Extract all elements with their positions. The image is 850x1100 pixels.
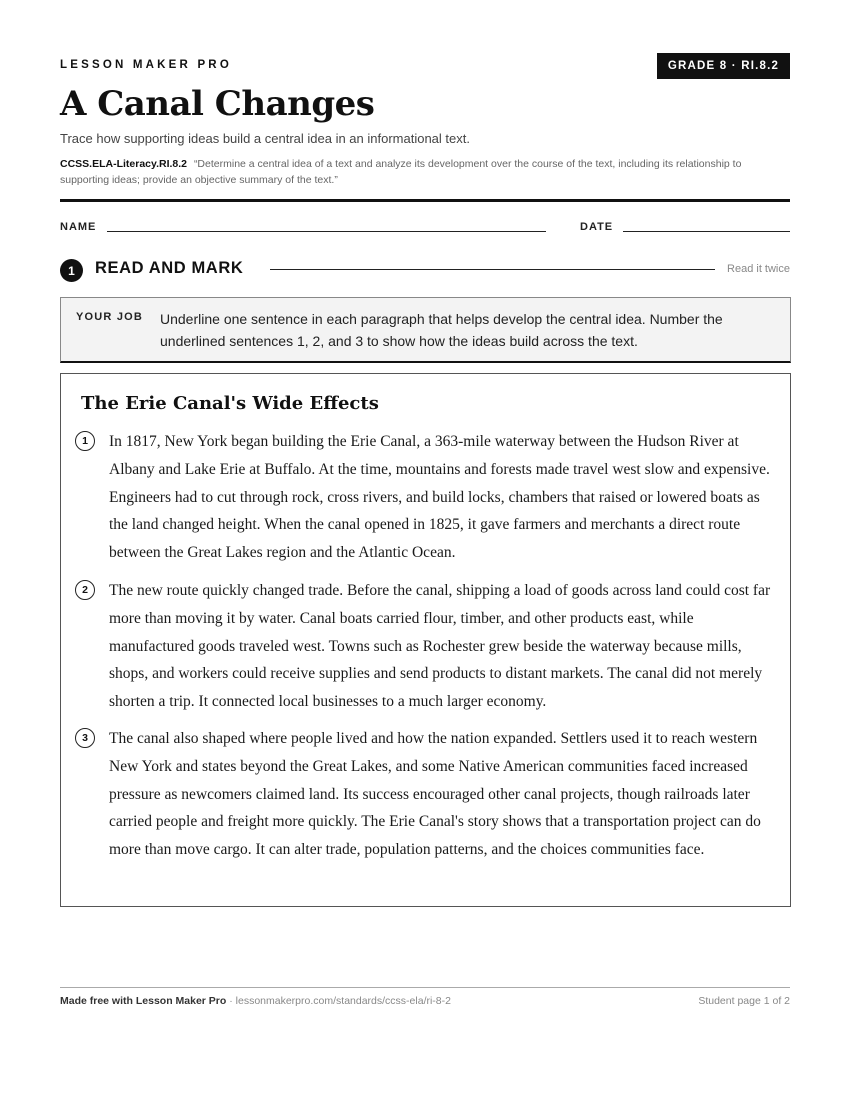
name-label: NAME xyxy=(60,221,97,233)
standard-code: CCSS.ELA-Literacy.RI.8.2 xyxy=(60,158,188,170)
paragraph-text: The canal also shaped where people lived and how the nation expanded. Settlers used it to reach western New York and states beyond the Great Lakes, and some Native American communities faced increased pressure as newcomers claimed land. Its success encouraged other canal projects, though railroads later carried people and freight more quickly. The Erie Canal's story shows that a transportation project can do more than move cargo. It can alter trade, population patterns, and the choices communities face. xyxy=(109,730,761,858)
passage-title: The Erie Canal's Wide Effects xyxy=(81,393,379,414)
header-divider xyxy=(60,199,790,202)
date-field[interactable] xyxy=(623,231,790,232)
instructions-label: YOUR JOB xyxy=(76,311,144,323)
page-subtitle: Trace how supporting ideas build a central idea in an informational text. xyxy=(60,131,470,146)
section-number: 1 xyxy=(60,259,83,282)
name-field[interactable] xyxy=(107,231,546,232)
footer-page-number: Student page 1 of 2 xyxy=(698,995,790,1007)
page-title: A Canal Changes xyxy=(60,84,375,124)
paragraph-number: 1 xyxy=(75,431,95,451)
standard-text: “Determine a central idea of a text and analyze its development over the course of the text, including its relationship to supporting ideas; provide an objective summary of the text.” xyxy=(60,158,742,186)
paragraph-number: 2 xyxy=(75,580,95,600)
paragraph-text: The new route quickly changed trade. Before the canal, shipping a load of goods across land could cost far more than moving it by water. Canal boats carried flour, timber, and other products east, while manufactured goods traveled west. Towns such as Rochester grew beside the waterway because mills, shops, and workers could receive supplies and send products to distant markets. The canal did not merely shorten a trip. It connected local businesses to a much larger economy. xyxy=(109,582,771,710)
paragraph-number: 3 xyxy=(75,728,95,748)
reading-passage xyxy=(60,373,791,907)
section-title: READ AND MARK xyxy=(95,259,244,277)
instructions-text: Underline one sentence in each paragraph that helps develop the central idea. Number the underlined sentences 1, 2, and 3 to show how the ideas build across the text. xyxy=(160,311,723,349)
grade-badge: GRADE 8 · RI.8.2 xyxy=(657,53,790,79)
footer-separator: · xyxy=(226,995,236,1007)
footer-divider xyxy=(60,987,790,988)
footer-url[interactable]: lessonmakerpro.com/standards/ccss-ela/ri-8-2 xyxy=(235,995,451,1007)
section-rule xyxy=(270,269,715,270)
brand-name: LESSON MAKER PRO xyxy=(60,59,232,71)
footer-made-with: Made free with Lesson Maker Pro xyxy=(60,995,227,1007)
paragraph-text: In 1817, New York began building the Erie Canal, a 363-mile waterway between the Hudson River at Albany and Lake Erie at Buffalo. At the time, mountains and forests made travel west slow and expensive. Engineers had to cut through rock, cross rivers, and build locks, chambers that raised or lowered boats as the land changed height. When the canal opened in 1825, it gave farmers and merchants a direct route between the Great Lakes region and the Atlantic Ocean. xyxy=(109,433,770,561)
date-label: DATE xyxy=(580,221,614,233)
instructions-box xyxy=(60,297,791,363)
footer-credit xyxy=(60,995,451,1007)
standard-citation xyxy=(60,156,790,188)
section-note: Read it twice xyxy=(727,263,790,275)
